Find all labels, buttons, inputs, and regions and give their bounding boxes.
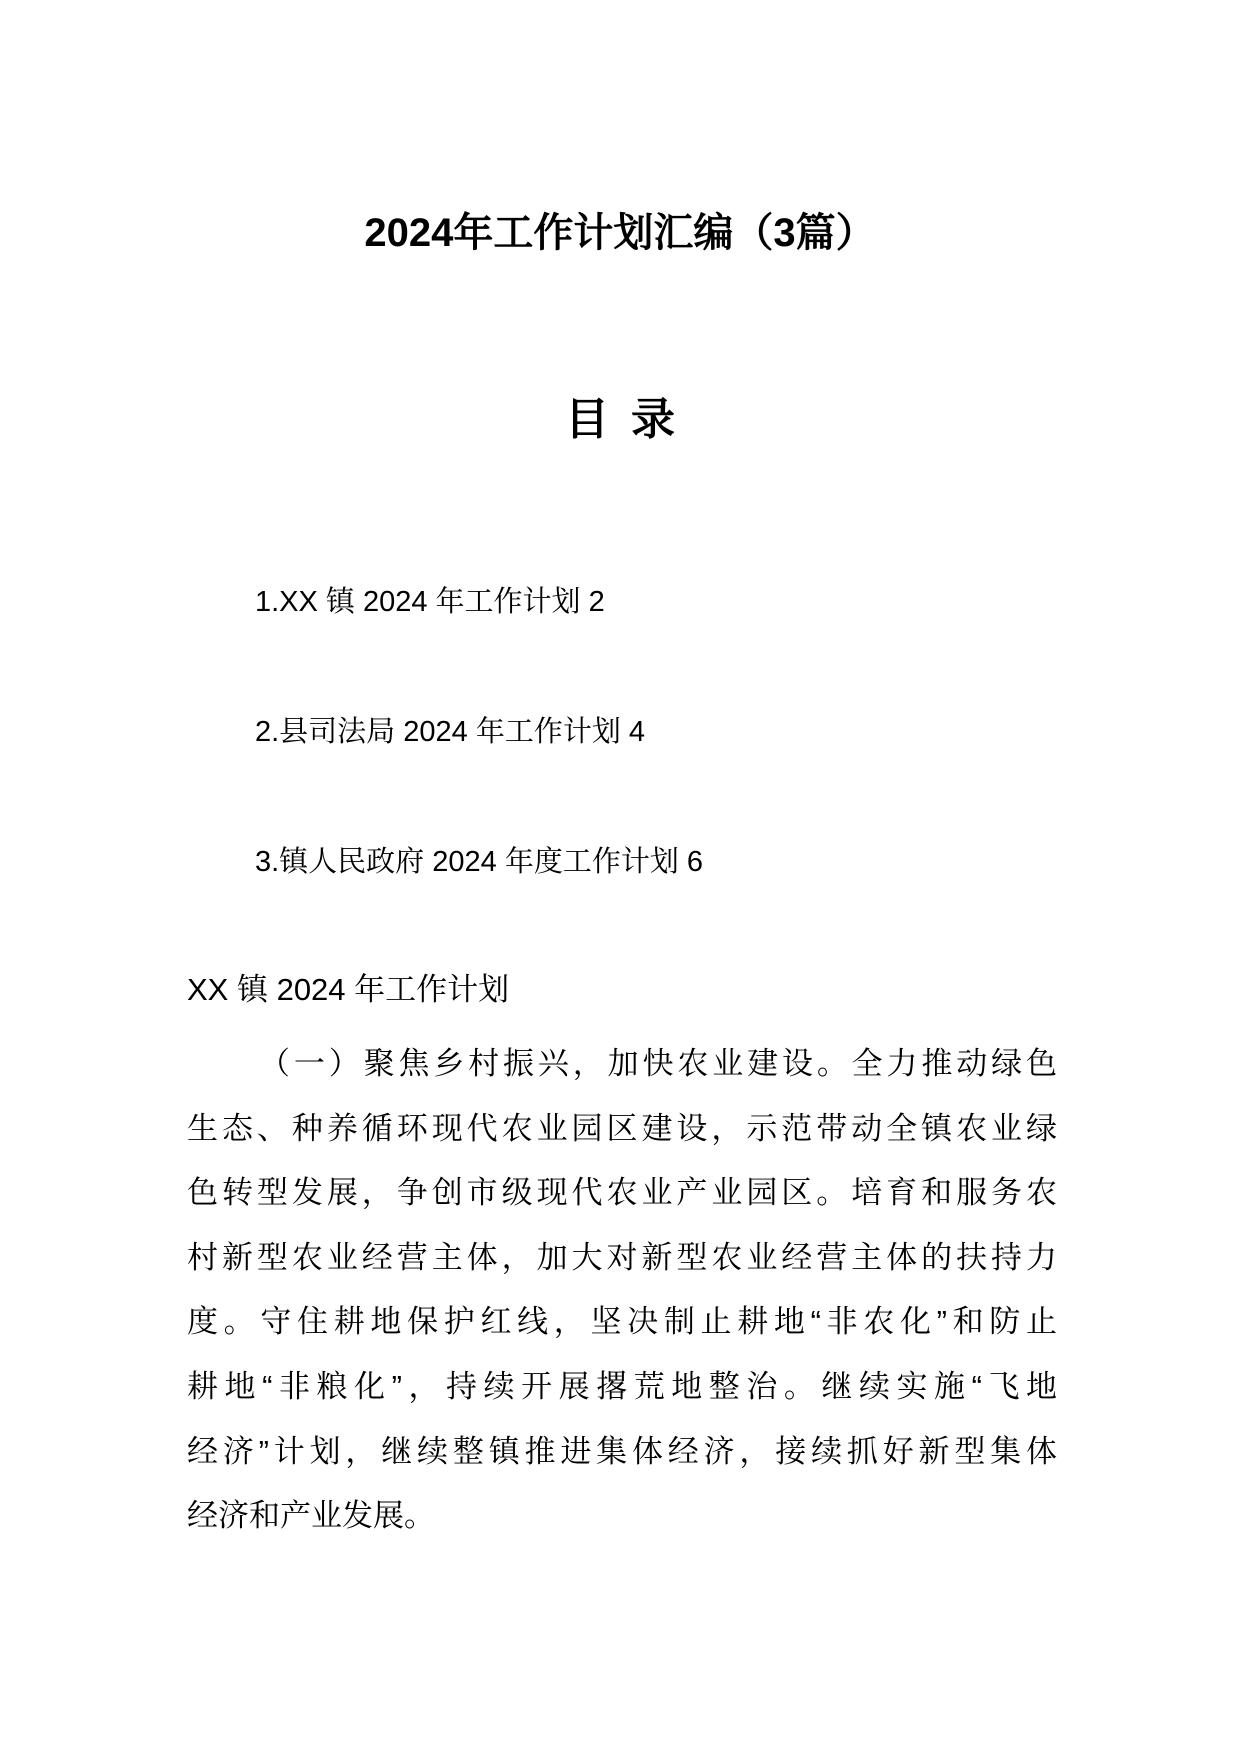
paragraph-line: 经济和产业发展。 [187,1498,435,1534]
paragraph-line: 色转型发展，争创市级现代农业产业园区。培育和服务农 [187,1175,1057,1211]
paragraph-line: 度。守住耕地保护红线，坚决制止耕地“非农化”和防止 [187,1304,1057,1340]
document-title: 2024年工作计划汇编（3篇） [364,211,876,255]
toc-heading-char-1: 目 [565,395,609,444]
section-paragraph [187,1032,1057,1549]
paragraph-line: 村新型农业经营主体，加大对新型农业经营主体的扶持力 [187,1239,1057,1275]
section-title: XX 镇 2024 年工作计划 [187,972,510,1007]
paragraph-line: （一）聚焦乡村振兴，加快农业建设。全力推动绿色 [259,1046,1057,1081]
toc-heading [0,390,1240,450]
toc-heading-char-2: 录 [631,395,675,444]
toc-item-3[interactable]: 3.镇人民政府 2024 年度工作计划 6 [255,846,703,878]
paragraph-line: 生态、种养循环现代农业园区建设，示范带动全镇农业绿 [187,1110,1057,1146]
paragraph-line: 经济”计划，继续整镇推进集体经济，接续抓好新型集体 [187,1433,1057,1469]
toc-list [255,582,703,972]
toc-item-2[interactable]: 2.县司法局 2024 年工作计划 4 [255,716,645,748]
paragraph-line: 耕地“非粮化”，持续开展撂荒地整治。继续实施“飞地 [187,1368,1057,1404]
toc-item-1[interactable]: 1.XX 镇 2024 年工作计划 2 [255,586,605,618]
